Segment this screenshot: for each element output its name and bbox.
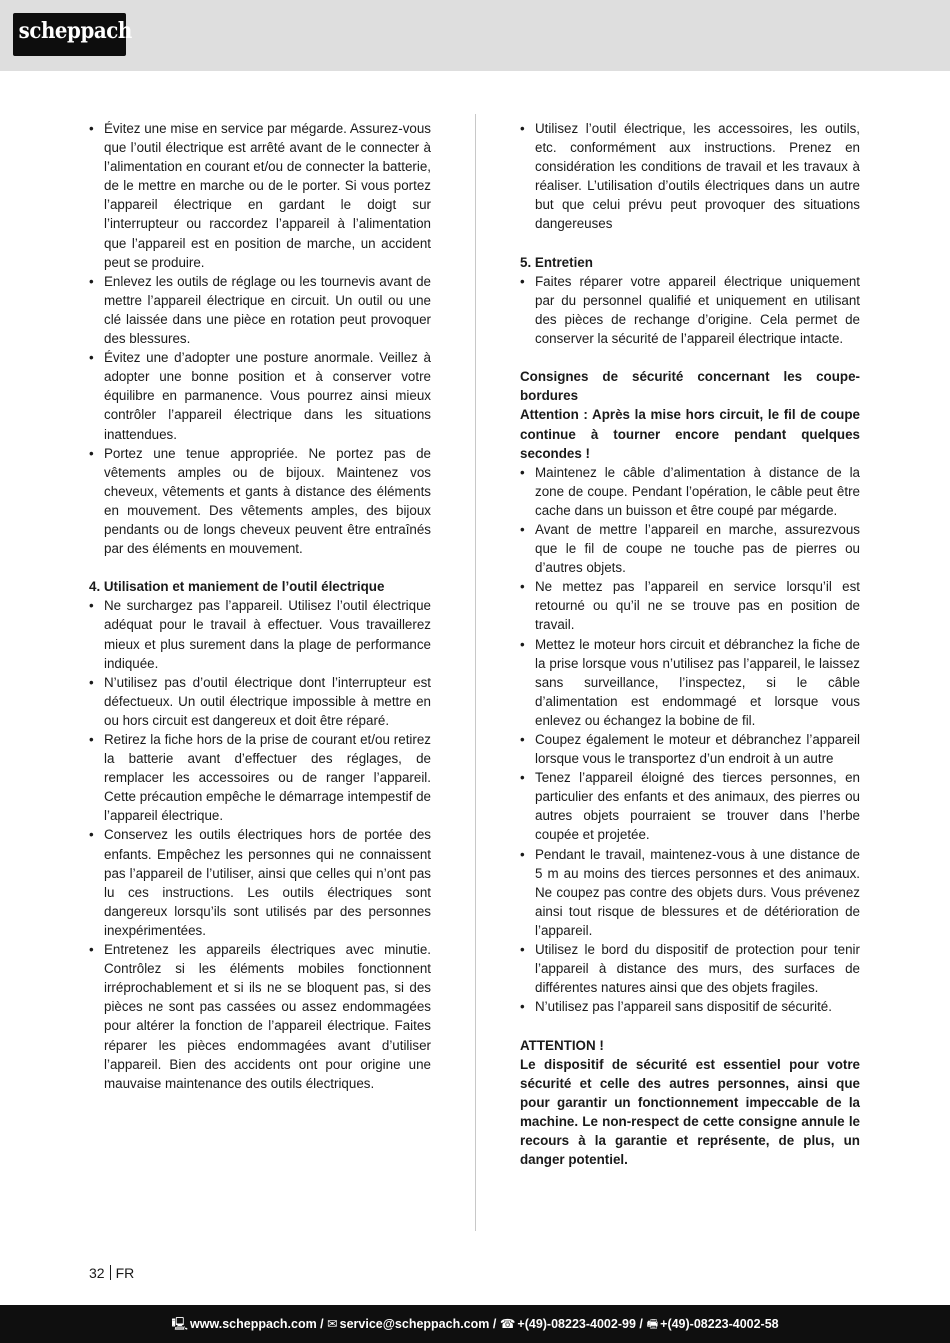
list-item: • Faites réparer votre appareil électrique uniquement par du personnel qualifié et uniquement en utilisant des pièces de rechange d’origine. Cela permet de conserver la sécurité de l’appareil électrique intacte. <box>520 273 860 347</box>
list-item: • Ne mettez pas l’appareil en service lorsqu’il est retourné ou qu’il ne se trouve pas en position de travail. <box>520 579 860 633</box>
list-item: • Pendant le travail, maintenez-vous à une distance de 5 m au moins des tierces personnes et des animaux. Ne coupez pas contre des objets durs. Vous prévenez ainsi tout risque de blessures et de détérioration de l’appareil. <box>520 846 860 938</box>
brand-logo-text: scheppach <box>18 18 132 44</box>
attention-text: Attention : Après la mise hors circuit, le fil de coupe continue à tourner encore pendant quelques secondes ! <box>520 407 860 461</box>
footer-website-link[interactable]: www.scheppach.com / <box>190 1317 324 1331</box>
page-number-value: 32 <box>89 1265 105 1281</box>
section-heading: 5. Entretien <box>520 254 593 270</box>
list-item: • Portez une tenue appropriée. Ne portez pas de vêtements amples ou de bijoux. Maintenez vos cheveux, vêtements et gants à distance des éléments en mouvement. Des vêtements amples, des bijoux pendants ou de longs cheveux peuvent être entraînés par des éléments en mouvement. <box>89 445 431 557</box>
list-item: • Tenez l’appareil éloigné des tierces personnes, en particulier des enfants et des animaux, des pierres ou autres objets pourraient se trouver dans l’herbe coupée et projetée. <box>520 770 860 843</box>
phone-icon: ☎︎ <box>499 1317 516 1331</box>
page-separator <box>110 1265 111 1280</box>
list-item: • Utilisez l’outil électrique, les accessoires, les outils, etc. conformément aux instructions. Prenez en considération les conditions de travail et les travaux à réaliser. L’utilisation d’outils électriques dans un autre but que celui prévu peut provoquer des situations dangereuses <box>520 121 860 232</box>
fax-icon: 🖷︎ <box>646 1317 659 1331</box>
column-divider <box>475 114 476 1231</box>
page-number <box>89 1265 134 1281</box>
computer-icon: 🖳︎ <box>171 1317 189 1331</box>
list-item: • Maintenez le câble d’alimentation à distance de la zone de coupe. Pendant l’opération, le câble peut être cache dans un buisson et être coupé par mégarde. <box>520 464 860 518</box>
list-item: • Entretenez les appareils électriques avec minutie. Contrôlez si les éléments mobiles fonctionnent irréprochablement et si ils ne se bloquent pas, si des pièces ne sont pas cassées ou assez endommagées pour altérer la fonction de l’appareil électrique. Faites réparer les pièces endommagées avant d’utiliser l’appareil. Bien des accidents ont pour origine une mauvaise maintenance des outils électriques. <box>89 942 431 1091</box>
attention-warning-text: Le dispositif de sécurité est essentiel pour votre sécurité et celle des autres personnes, ainsi que pour garantir un fonctionnement impeccable de la machine. Le non-respect de cette consigne annule le recours à la garantie et représente, de plus, un danger potentiel. <box>520 1056 860 1168</box>
brand-logo <box>13 13 132 56</box>
footer-phone: +(49)-08223-4002-99 / <box>517 1317 643 1331</box>
list-item: • Utilisez le bord du dispositif de protection pour tenir l’appareil à distance des murs, des surfaces de différentes natures ainsi que des objets fragiles. <box>520 942 860 996</box>
section-heading: Consignes de sécurité concernant les coupe-bordures <box>520 369 860 404</box>
list-item: • Mettez le moteur hors circuit et débranchez la fiche de la prise lorsque vous n’utilisez pas l’appareil, le laissez sans surveillance, l’inspectez, si le câble d’alimentation est endommagé et lorsque vous enlevez ou échangez la bobine de fil. <box>520 636 860 728</box>
attention-heading: ATTENTION ! <box>520 1037 604 1053</box>
bullet-list-usage-cont <box>520 119 860 234</box>
list-item: • Enlevez les outils de réglage ou les tournevis avant de mettre l’appareil électrique en circuit. Un outil ou une clé laissée dans une pièce en rotation peut provoquer des blessures. <box>89 273 431 347</box>
mail-icon: ✉︎ <box>327 1317 338 1331</box>
footer-fax: +(49)-08223-4002-58 <box>660 1317 779 1331</box>
bullet-list-trimmer-safety <box>520 463 860 1017</box>
footer-email-link[interactable]: service@scheppach.com / <box>339 1317 497 1331</box>
bullet-list-safety <box>89 119 431 558</box>
list-item: • N’utilisez pas l’appareil sans dispositif de sécurité. <box>520 999 832 1015</box>
list-item: • Coupez également le moteur et débranchez l’appareil lorsque vous le transportez d’un endroit à un autre <box>520 732 860 767</box>
left-column <box>89 119 431 1093</box>
list-item: • Ne surchargez pas l’appareil. Utilisez l’outil électrique adéquat pour le travail à effectuer. Vous travaillerez mieux et plus surement dans la plage de performance indiquée. <box>89 598 431 671</box>
list-item: • Avant de mettre l’appareil en marche, assurezvous que le fil de coupe ne touche pas de pierres ou d’autres objets. <box>520 521 860 576</box>
page-language: FR <box>115 1265 135 1281</box>
right-column <box>520 119 860 1169</box>
list-item: • Retirez la fiche hors de la prise de courant et/ou retirez la batterie avant d’effectuer des réglages, de remplacer les accessoires ou de ranger l’appareil. Cette précaution empêche le démarrage intempestif de l’appareil électrique. <box>89 732 431 824</box>
footer-bar <box>0 1305 950 1343</box>
section-heading: 4. Utilisation et maniement de l’outil électrique <box>89 579 385 595</box>
list-item: • Évitez une d’adopter une posture anormale. Veillez à adopter une bonne position et à conserver votre équilibre en parmanence. Vous pourrez ainsi mieux contrôler l’appareil électrique dans les situations inattendues. <box>89 350 431 442</box>
list-item: • N’utilisez pas d’outil électrique dont l’interrupteur est défectueux. Un outil électrique impossible à mettre en ou hors circuit est dangereux et doit être réparé. <box>89 674 431 728</box>
list-item: • Évitez une mise en service par mégarde. Assurez-vous que l’outil électrique est arrêté avant de le connecter à l’alimentation en courant et/ou de connecter la batterie, de le mettre en marche ou de le porter. Si vous portez l’appareil électrique en gardant le doigt sur l’interrupteur ou raccordez l’appareil à l’alimentation que l’appareil est en position de marche, un accident peut se produire. <box>89 121 431 270</box>
bullet-list-maintenance <box>520 272 860 348</box>
header-bar <box>0 0 950 71</box>
bullet-list-usage <box>89 596 431 1092</box>
list-item: • Conservez les outils électriques hors de portée des enfants. Empêchez les personnes qui ne connaissent pas l’appareil de l’utiliser, ainsi que celles qui n’ont pas lu ces instructions. Les outils électriques sont dangereux lorsqu’ils sont utilisés par des personnes inexpérimentées. <box>89 827 431 938</box>
